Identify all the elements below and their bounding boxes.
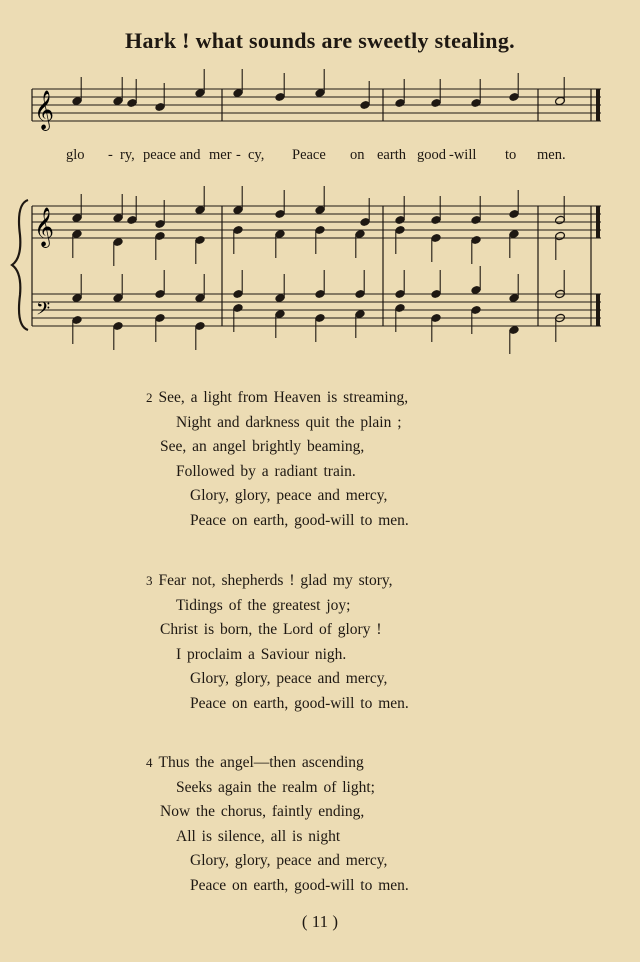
verse-line: Peace on earth, good-will to men. bbox=[190, 877, 409, 894]
score-notes bbox=[72, 69, 566, 354]
verse-line: Followed by a radiant train. bbox=[176, 463, 356, 480]
verse-line: All is silence, all is night bbox=[176, 828, 341, 845]
treble-clef-icon: 𝄞 bbox=[34, 207, 55, 247]
treble-clef-icon: 𝄞 bbox=[34, 90, 55, 130]
lyric-syllable: on bbox=[350, 147, 365, 163]
lyric-syllable: -will bbox=[449, 147, 477, 163]
verse-line: 4 Thus the angel—then ascending bbox=[146, 754, 364, 771]
lyric-syllable: cy, bbox=[248, 147, 265, 163]
lyric-syllable: mer bbox=[209, 147, 232, 163]
system-brace bbox=[12, 200, 28, 330]
lyric-syllable: peace and bbox=[143, 147, 201, 163]
verse-line: See, an angel brightly beaming, bbox=[160, 438, 365, 455]
verse-line: Now the chorus, faintly ending, bbox=[160, 803, 365, 820]
verse-line: Christ is born, the Lord of glory ! bbox=[160, 621, 382, 638]
verse-line: Seeks again the realm of light; bbox=[176, 779, 375, 796]
lyric-syllable: to bbox=[505, 147, 517, 163]
lyric-syllable: - bbox=[236, 147, 241, 163]
lyric-syllable: men. bbox=[537, 147, 566, 163]
verse-line: Tidings of the greatest joy; bbox=[176, 597, 351, 614]
lyric-syllable: ry, bbox=[120, 147, 135, 163]
lyric-syllable: good bbox=[417, 147, 446, 163]
verse-line: Peace on earth, good-will to men. bbox=[190, 512, 409, 529]
lyric-syllable: earth bbox=[377, 147, 406, 163]
verse-line: 3 Fear not, shepherds ! glad my story, bbox=[146, 572, 393, 589]
verse-line: Glory, glory, peace and mercy, bbox=[190, 487, 388, 504]
verse-number: 3 bbox=[146, 573, 153, 588]
lyric-syllable: glo bbox=[66, 147, 85, 163]
bass-clef-icon: 𝄢 bbox=[36, 299, 51, 324]
verse-number: 4 bbox=[146, 755, 153, 770]
verse-number: 2 bbox=[146, 390, 153, 405]
verse-line: Night and darkness quit the plain ; bbox=[176, 414, 402, 431]
system-barlines bbox=[32, 206, 591, 326]
verse-line: I proclaim a Saviour nigh. bbox=[176, 646, 347, 663]
verse-line: Peace on earth, good-will to men. bbox=[190, 695, 409, 712]
verse-line: Glory, glory, peace and mercy, bbox=[190, 670, 388, 687]
lyric-syllable: - bbox=[108, 147, 113, 163]
lyric-syllable: Peace bbox=[292, 147, 326, 163]
verse-line: Glory, glory, peace and mercy, bbox=[190, 852, 388, 869]
verse-line: 2 See, a light from Heaven is streaming, bbox=[146, 389, 409, 406]
music-score bbox=[0, 0, 640, 360]
hymn-title: Hark ! what sounds are sweetly stealing. bbox=[125, 28, 515, 53]
page-number: ( 11 ) bbox=[301, 912, 339, 931]
